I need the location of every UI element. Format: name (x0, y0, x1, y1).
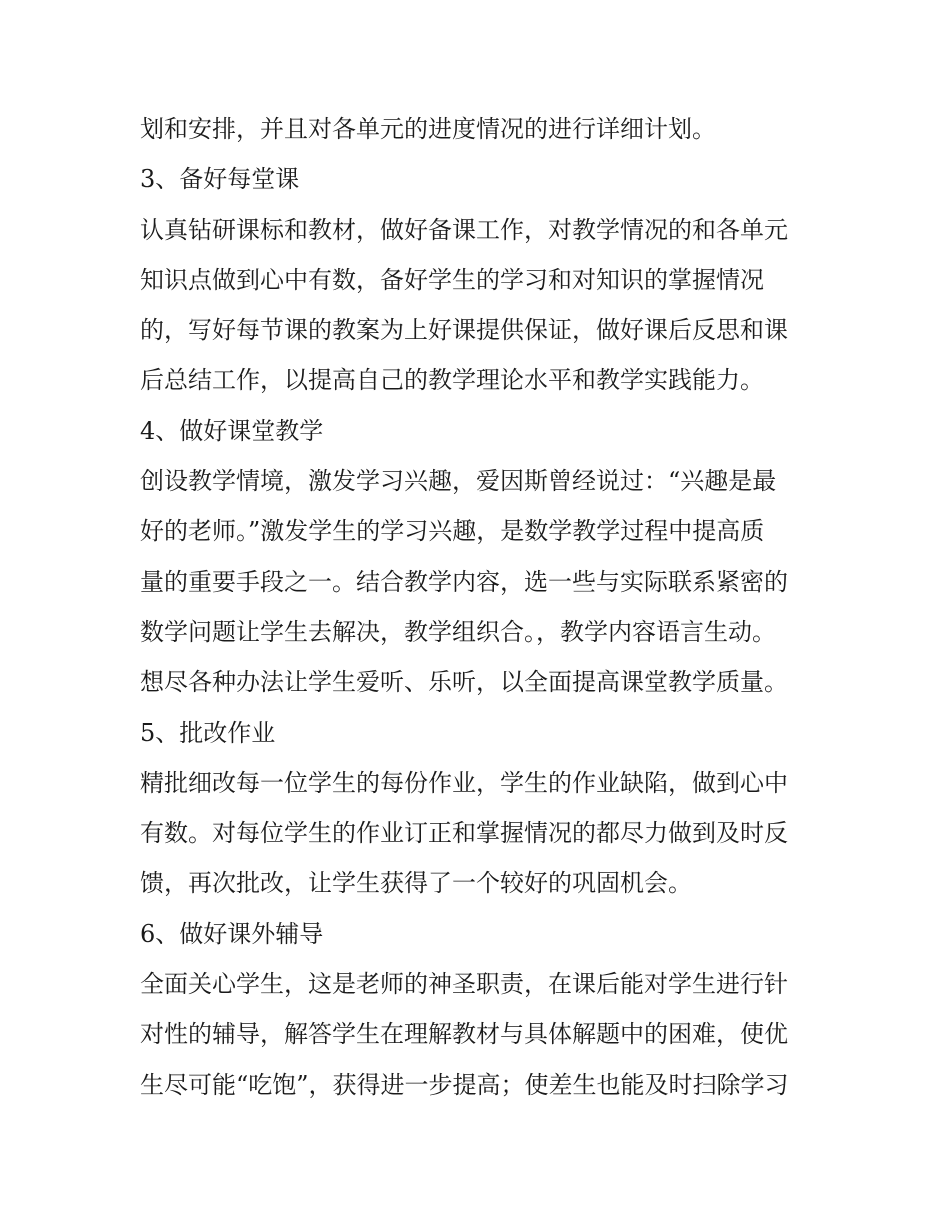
paragraph-line: 精批细改每一位学生的每份作业，学生的作业缺陷，做到心中 (140, 768, 788, 797)
section-heading: 3、备好每堂课 (140, 165, 300, 194)
paragraph-line: 后总结工作，以提高自己的教学理论水平和教学实践能力。 (140, 366, 764, 395)
paragraph-line: 数学问题让学生去解决，教学组织合。，教学内容语言生动。 (140, 617, 776, 646)
paragraph-line: 量的重要手段之一。结合教学内容，选一些与实际联系紧密的 (140, 567, 788, 596)
section-heading: 6、做好课外辅导 (140, 919, 324, 948)
paragraph-line: 认真钻研课标和教材，做好备课工作，对教学情况的和各单元 (140, 215, 788, 244)
document-body (140, 104, 820, 1110)
section-heading: 4、做好课堂教学 (140, 416, 324, 445)
paragraph-line: 知识点做到心中有数，备好学生的学习和对知识的掌握情况 (140, 265, 764, 294)
paragraph-line: 的，写好每节课的教案为上好课提供保证，做好课后反思和课 (140, 316, 788, 345)
paragraph-line: 想尽各种办法让学生爱听、乐听，以全面提高课堂教学质量。 (140, 668, 788, 697)
paragraph-line: 对性的辅导，解答学生在理解教材与具体解题中的困难，使优 (140, 1020, 788, 1049)
paragraph-line: 有数。对每位学生的作业订正和掌握情况的都尽力做到及时反 (140, 819, 788, 848)
paragraph-line: 馈，再次批改，让学生获得了一个较好的巩固机会。 (140, 869, 692, 898)
section-heading: 5、批改作业 (140, 718, 276, 747)
paragraph-line: 好的老师。”激发学生的学习兴趣，是数学教学过程中提高质 (140, 517, 765, 546)
paragraph-line: 创设教学情境，激发学习兴趣，爱因斯曾经说过：“兴趣是最 (140, 467, 777, 496)
paragraph-line: 生尽可能“吃饱”，获得进一步提高；使差生也能及时扫除学习 (140, 1070, 789, 1099)
paragraph-line: 划和安排，并且对各单元的进度情况的进行详细计划。 (140, 115, 716, 143)
paragraph-line: 全面关心学生，这是老师的神圣职责，在课后能对学生进行针 (140, 970, 788, 999)
